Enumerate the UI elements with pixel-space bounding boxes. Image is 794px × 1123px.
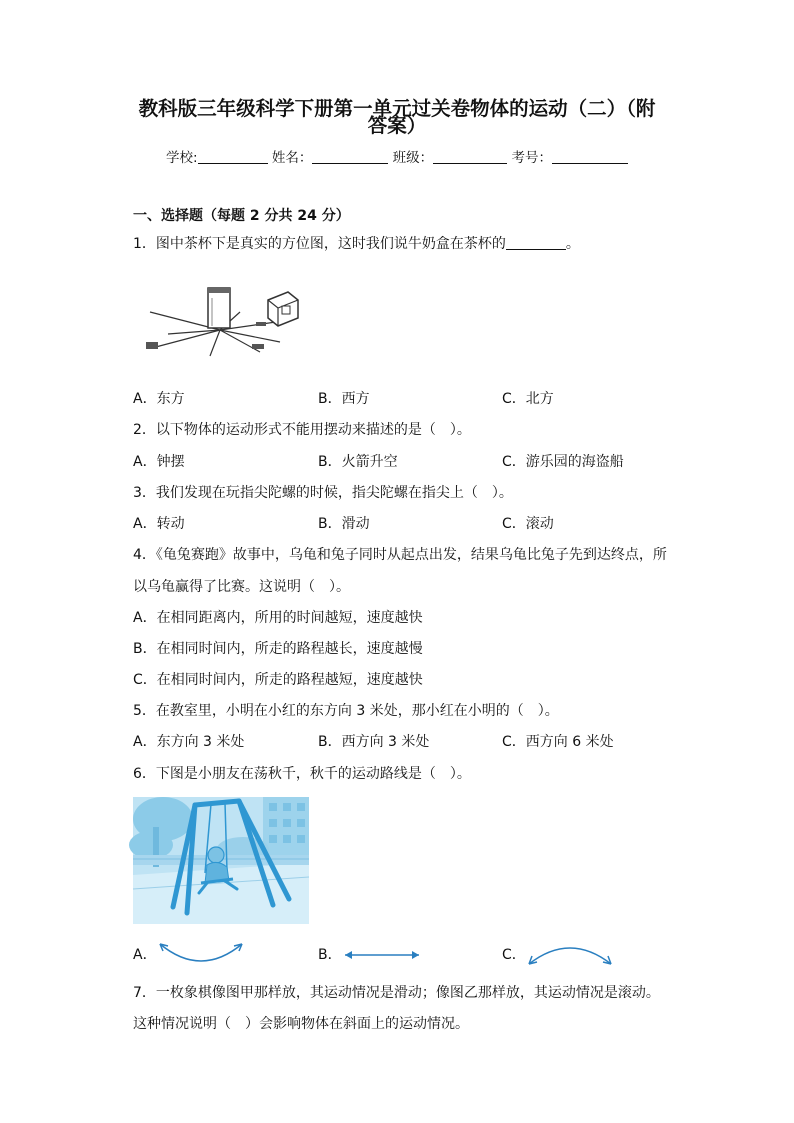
q2-option-c[interactable]: C．游乐园的海盗船 bbox=[502, 454, 624, 470]
q6-option-c[interactable]: C． bbox=[502, 947, 526, 963]
question-5-stem: 5．在教室里，小明在小红的东方向 3 米处，那小红在小明的（ ）。 bbox=[133, 703, 559, 719]
q5-option-b[interactable]: B．西方向 3 米处 bbox=[318, 734, 430, 750]
name-label: 姓名： bbox=[271, 150, 313, 166]
q1-option-b[interactable]: B．西方 bbox=[318, 391, 370, 407]
q4-option-c[interactable]: C．在相同时间内，所走的路程越短，速度越快 bbox=[133, 672, 423, 688]
exam-number-blank[interactable] bbox=[552, 149, 628, 164]
class-label: 班级： bbox=[392, 150, 434, 166]
name-blank[interactable] bbox=[312, 149, 388, 164]
title-line-1: 教科版三年级科学下册第一单元过关卷物体的运动（二）（附 bbox=[138, 97, 656, 120]
question-6-stem: 6．下图是小朋友在荡秋千，秋千的运动路线是（ ）。 bbox=[133, 766, 471, 782]
class-blank[interactable] bbox=[433, 149, 507, 164]
exam-number-label: 考号： bbox=[511, 150, 552, 166]
arc-down-arrow-icon bbox=[156, 938, 246, 968]
q3-option-a[interactable]: A．转动 bbox=[133, 516, 185, 532]
q3-option-c[interactable]: C．滚动 bbox=[502, 516, 554, 532]
direction-figure bbox=[140, 282, 310, 362]
section-title: 一、选择题（每题 2 分共 24 分） bbox=[133, 208, 350, 224]
student-info-line bbox=[0, 146, 794, 166]
q4-option-a[interactable]: A．在相同距离内，所用的时间越短，速度越快 bbox=[133, 610, 423, 626]
q6-option-a[interactable]: A． bbox=[133, 947, 157, 963]
question-1-stem: 1．图中茶杯下是真实的方位图，这时我们说牛奶盒在茶杯的 。 bbox=[133, 236, 580, 252]
title-line-2: 答案） bbox=[367, 114, 427, 137]
q2-option-a[interactable]: A．钟摆 bbox=[133, 454, 185, 470]
question-4-stem-line-1: 4．《龟兔赛跑》故事中，乌龟和兔子同时从起点出发，结果乌龟比兔子先到达终点，所 bbox=[133, 547, 667, 563]
q5-option-a[interactable]: A．东方向 3 米处 bbox=[133, 734, 245, 750]
question-7-stem-line-2: 这种情况说明（ ）会影响物体在斜面上的运动情况。 bbox=[133, 1016, 469, 1032]
school-label: 学校: bbox=[166, 150, 198, 166]
q4-option-b[interactable]: B．在相同时间内，所走的路程越长，速度越慢 bbox=[133, 641, 423, 657]
double-arrow-line-icon bbox=[342, 948, 422, 962]
question-7-stem-line-1: 7．一枚象棋像图甲那样放，其运动情况是滑动；像图乙那样放，其运动情况是滚动。 bbox=[133, 985, 660, 1001]
q1-option-c[interactable]: C．北方 bbox=[502, 391, 554, 407]
arc-up-arrow-icon bbox=[525, 938, 615, 968]
answer-blank[interactable] bbox=[506, 236, 566, 250]
q2-option-b[interactable]: B．火箭升空 bbox=[318, 454, 398, 470]
question-2-stem: 2．以下物体的运动形式不能用摆动来描述的是（ ）。 bbox=[133, 422, 471, 438]
question-4-stem-line-2: 以乌龟赢得了比赛。这说明（ ）。 bbox=[133, 579, 350, 595]
q5-option-c[interactable]: C．西方向 6 米处 bbox=[502, 734, 614, 750]
question-3-stem: 3．我们发现在玩指尖陀螺的时候，指尖陀螺在指尖上（ ）。 bbox=[133, 485, 513, 501]
q1-option-a[interactable]: A．东方 bbox=[133, 391, 185, 407]
q6-option-b[interactable]: B． bbox=[318, 947, 342, 963]
swing-picture bbox=[133, 797, 309, 924]
q3-option-b[interactable]: B．滑动 bbox=[318, 516, 370, 532]
school-blank[interactable] bbox=[198, 149, 268, 164]
